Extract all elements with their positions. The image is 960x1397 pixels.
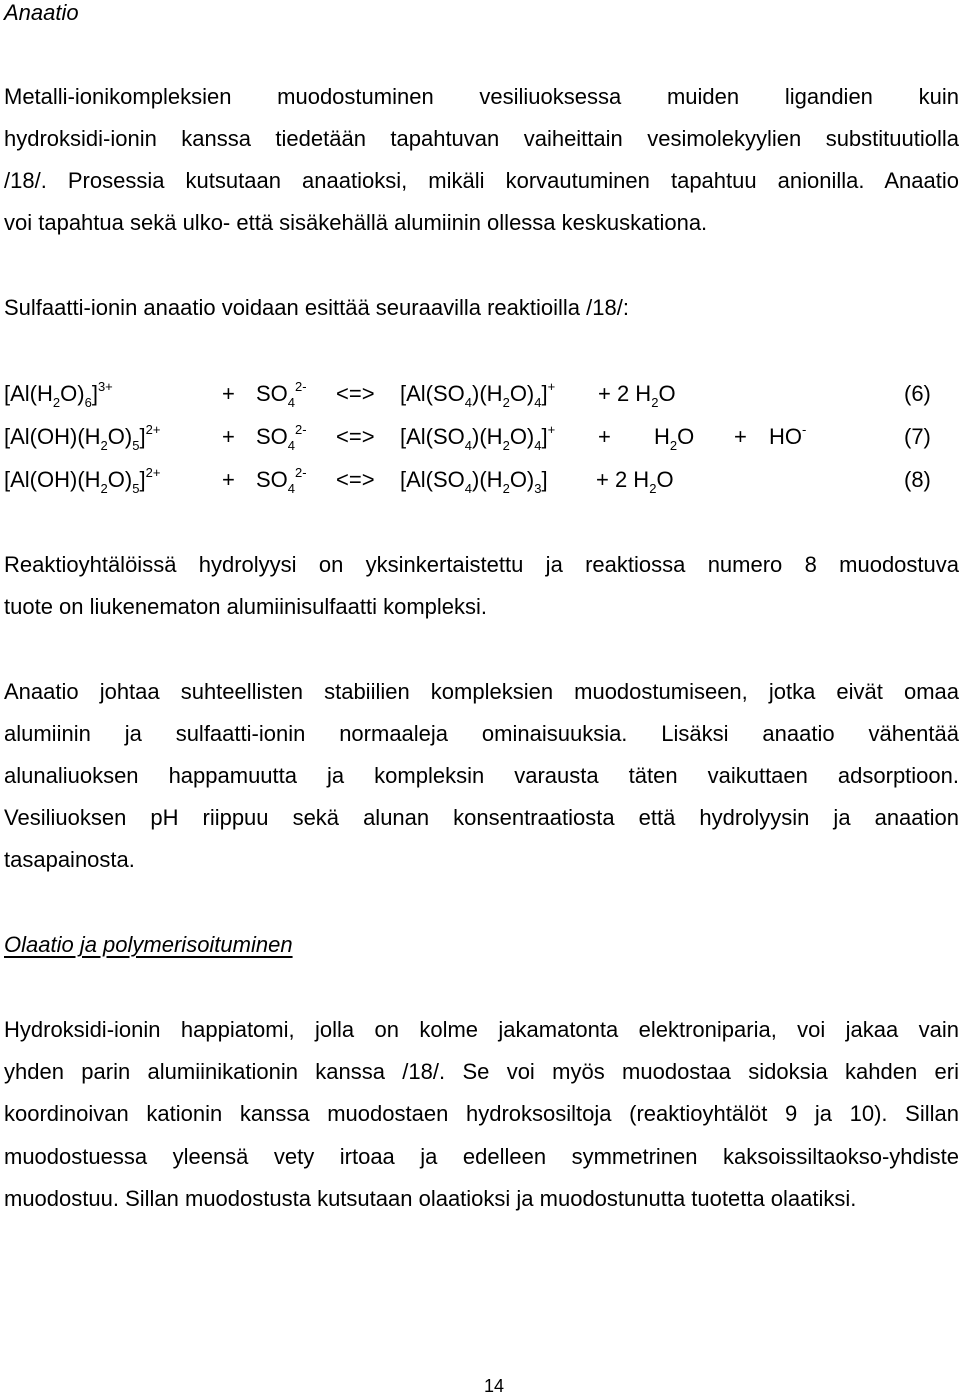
paragraph-line: hydroksidi-ionin kanssa tiedetään tapahtuvan vaiheittain vesimolekyylien substituutiolla	[4, 126, 959, 151]
reaction-8-number: (8)	[904, 467, 931, 492]
paragraph-line: tasapainosta.	[4, 847, 135, 872]
paragraph-line: Vesiliuoksen pH riippuu sekä alunan konsentraatiosta että hydrolyysin ja anaation	[4, 805, 959, 830]
paragraph-line: Hydroksidi-ionin happiatomi, jolla on kolme jakamatonta elektroniparia, voi jakaa vain	[4, 1017, 959, 1042]
reaction-7-hydroxide: HO-	[769, 422, 807, 449]
reaction-7-plus-3: +	[734, 424, 747, 449]
reaction-6-sulfate: $SO_4^{2-}$	[256, 379, 307, 410]
paragraph-line: Reaktioyhtälöissä hydrolyysi on yksinkertaistettu ja reaktiossa numero 8 muodostuva	[4, 552, 959, 577]
section-heading-anaatio: Anaatio	[4, 0, 79, 25]
reaction-6-product: $[Al(SO_4)(H_2O)_4]^+$	[400, 379, 556, 410]
paragraph-line: koordinoivan kationin kanssa muodostaen hydroksosiltoja (reaktioyhtälöt 9 ja 10). Sillan	[4, 1101, 959, 1126]
reaction-7-product: $[Al(SO_4)(H_2O)_4]^+$	[400, 422, 556, 453]
reaction-7-water: $H_2O$	[654, 424, 695, 453]
reaction-7-number: (7)	[904, 424, 931, 449]
reaction-6-number: (6)	[904, 381, 931, 406]
paragraph-line: Anaatio johtaa suhteellisten stabiilien kompleksien muodostumiseen, jotka eivät omaa	[4, 679, 959, 704]
reaction-8-plus: +	[222, 467, 235, 492]
reaction-8-product: $[Al(SO_4)(H_2O)_3]$	[400, 467, 548, 496]
reaction-8-sulfate: $SO_4^{2-}$	[256, 465, 307, 496]
reaction-7-sulfate: $SO_4^{2-}$	[256, 422, 307, 453]
paragraph-line: alunaliuoksen happamuutta ja kompleksin varausta täten vaikuttaen adsorptioon.	[4, 763, 959, 788]
reaction-6-reactant: $[Al(H_2O)_6]^{3+}$	[4, 379, 113, 410]
page-number: 14	[483, 1376, 505, 1396]
reaction-6-water: + 2 $H_2O$	[598, 381, 676, 410]
paragraph-line: Sulfaatti-ionin anaatio voidaan esittää seuraavilla reaktioilla /18/:	[4, 295, 629, 320]
reaction-8-reactant: $[Al(OH)(H_2O)_5]^{2+}$	[4, 465, 161, 496]
paragraph-line: muodostuessa yleensä vety irtoaa ja edelleen symmetrinen kaksoissiltaokso-yhdiste	[4, 1144, 959, 1169]
reaction-8-arrow: <=>	[336, 467, 375, 492]
reaction-7-plus: +	[222, 424, 235, 449]
reaction-7-arrow: <=>	[336, 424, 375, 449]
paragraph-line: alumiinin ja sulfaatti-ionin normaaleja ominaisuuksia. Lisäksi anaatio vähentää	[4, 721, 959, 746]
paragraph-line: tuote on liukenematon alumiinisulfaatti kompleksi.	[4, 594, 488, 619]
reaction-8-water: + 2 $H_2O$	[596, 467, 674, 496]
paragraph-line: /18/. Prosessia kutsutaan anaatioksi, mikäli korvautuminen tapahtuu anionilla. Anaatio	[4, 168, 959, 193]
paragraph-line: Metalli-ionikompleksien muodostuminen vesiliuoksessa muiden ligandien kuin	[4, 84, 959, 109]
paragraph-line: yhden parin alumiinikationin kanssa /18/. Se voi myös muodostaa sidoksia kahden eri	[4, 1059, 959, 1084]
paragraph-line: voi tapahtua sekä ulko- että sisäkehällä alumiinin ollessa keskuskationa.	[4, 210, 708, 235]
reaction-6-arrow: <=>	[336, 381, 375, 406]
reaction-7-reactant: $[Al(OH)(H_2O)_5]^{2+}$	[4, 422, 161, 453]
section-heading-olaatio: Olaatio ja polymerisoituminen	[4, 932, 293, 957]
reaction-6-plus: +	[222, 381, 235, 406]
reaction-7-plus-2: +	[598, 424, 611, 449]
paragraph-line: muodostuu. Sillan muodostusta kutsutaan olaatioksi ja muodostunutta tuotetta olaatiksi.	[4, 1186, 857, 1211]
